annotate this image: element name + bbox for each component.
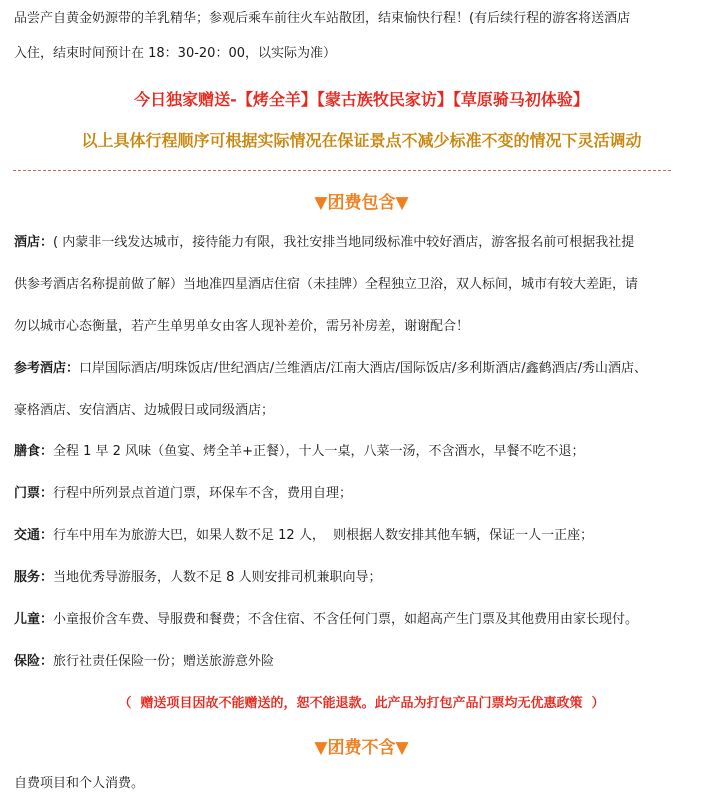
children-label: 儿童： [14,612,54,627]
ref-hotels-line-2: 豪格酒店、安信酒店、边城假日或同级酒店； [14,403,275,418]
transport-text: 行车中用车为旅游大巴，如果人数不足 12 人， 则根据人数安排其他车辆，保证一人一正座； [53,528,594,543]
hotel-line-1 [14,221,714,264]
excluded-title: ▼团费不含▼ [314,738,409,758]
excluded-text: 自费项目和个人消费。 [14,776,145,791]
transport-label: 交通： [14,528,54,543]
divider [13,170,671,171]
insurance-text: 旅行社责任保险一份；赠送旅游意外险 [53,654,275,669]
service-text: 当地优秀导游服务，人数不足 8 人则安排司机兼职向导； [53,570,382,585]
children-row [14,598,714,641]
ref-hotels-text-1: 口岸国际酒店/明珠饭店/世纪酒店/兰维酒店/江南大酒店/国际饭店/多利斯酒店/鑫鹤酒店/秀山酒店、 [79,361,648,376]
service-row [14,556,714,599]
service-label: 服务： [14,570,54,585]
intro-line-1: 品尝产自黄金奶源带的羊乳精华；参观后乘车前往火车站散团，结束愉快行程！(有后续行程的游客将送酒店 [14,11,631,26]
tickets-label: 门票： [14,486,54,501]
hotel-line-2: 供参考酒店名称提前做了解）当地准四星酒店住宿（未挂牌）全程独立卫浴，双人标间，城市有较大差距，请 [14,277,639,292]
transport-row [14,514,714,557]
hotel-text-1: ( 内蒙非一线发达城市，接待能力有限，我社安排当地同级标准中较好酒店，游客报名前可根据我社提 [53,235,635,250]
ref-hotels-line-1 [14,347,714,390]
intro-line-2: 入住，结束时间预计在 18：30-20：00，以实际为准） [14,46,336,61]
hotel-label: 酒店： [14,235,54,250]
no-refund-notice: （ 赠送项目因故不能赠送的，恕不能退款。此产品为打包产品门票均无优惠政策 ） [118,696,605,711]
included-title: ▼团费包含▼ [314,193,409,213]
hotel-line-3: 勿以城市心态衡量，若产生单男单女由客人现补差价，需另补房差，谢谢配合！ [14,319,470,334]
insurance-label: 保险： [14,654,54,669]
meals-text: 全程 1 早 2 风味（鱼宴、烤全羊+正餐），十人一桌，八菜一汤，不含酒水，早餐不吃不退； [53,444,585,459]
tickets-text: 行程中所列景点首道门票，环保车不含，费用自理； [53,486,353,501]
children-text: 小童报价含车费、导服费和餐费；不含住宿、不含任何门票，如超高产生门票及其他费用由家长现付。 [53,612,639,627]
meals-row [14,430,714,473]
tickets-row [14,472,714,515]
insurance-row [14,640,714,683]
meals-label: 膳食： [14,444,54,459]
ref-hotels-label: 参考酒店： [14,361,80,376]
gift-promo: 今日独家赠送-【烤全羊】【蒙古族牧民家访】【草原骑马初体验】 [134,90,589,109]
adjust-notice: 以上具体行程顺序可根据实际情况在保证景点不减少标准不变的情况下灵活调动 [81,131,642,150]
